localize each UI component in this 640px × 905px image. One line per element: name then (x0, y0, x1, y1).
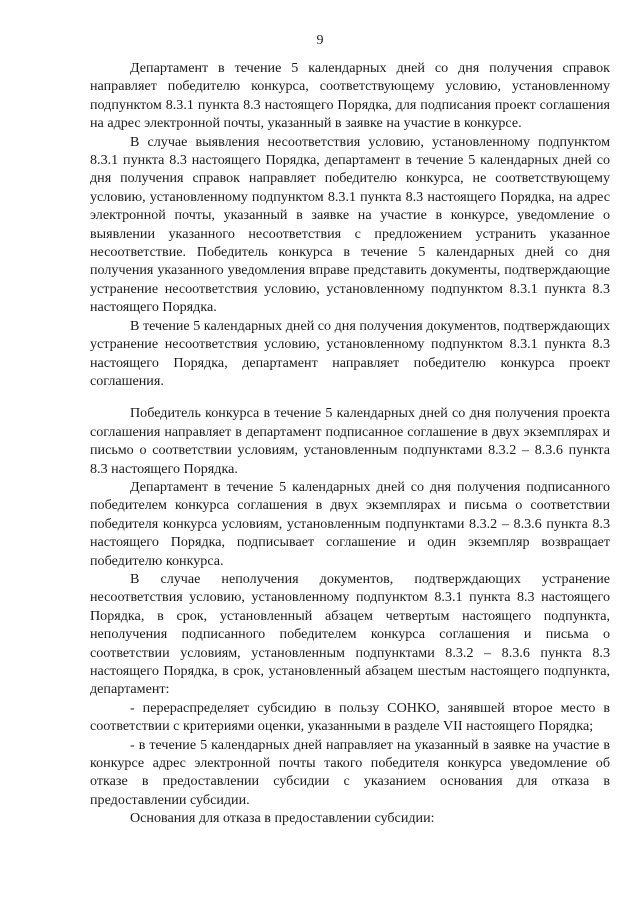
list-item: - в течение 5 календарных дней направляет на указанный в заявке на участие в конкурсе адрес электронной почты такого победителя конкурса уведомление об отказе в предоставлении субсидии с указанием основания для отказа в предоставлении субсидии. (90, 736, 610, 808)
page-number: 9 (316, 33, 324, 48)
list-item: - перераспределяет субсидию в пользу СОНКО, занявшей второе место в соответствии с критериями оценки, указанными в разделе VII настоящего Порядка; (90, 699, 610, 735)
paragraph: Департамент в течение 5 календарных дней со дня получения подписанного победителем конкурса соглашения в двух экземплярах и письма о соответствии победителя конкурса условиям, установленным подпунктами 8.3.2 – 8.3.6 пункта 8.3 настоящего Порядка, подписывает соглашение и один экземпляр возвращает победителю конкурса. (90, 478, 610, 569)
document-body (90, 59, 610, 828)
paragraph: Основания для отказа в предоставлении субсидии: (130, 810, 435, 827)
paragraph: В течение 5 календарных дней со дня получения документов, подтверждающих устранение несоответствия условию, установленному подпунктом 8.3.1 пункта 8.3 настоящего Порядка, департамент направляет победителю конкурса проект соглашения. (90, 317, 610, 389)
paragraph: Победитель конкурса в течение 5 календарных дней со дня получения проекта соглашения направляет в департамент подписанное соглашение в двух экземплярах и письмо о соответствии условиям, установленным подпунктами 8.3.2 – 8.3.6 пункта 8.3 настоящего Порядка. (90, 405, 610, 477)
paragraph: В случае выявления несоответствия условию, установленному подпунктом 8.3.1 пункта 8.3 настоящего Порядка, департамент в течение 5 календарных дней со дня получения справок направляет победителю конкурса, не соответствующему условию, установленному подпунктом 8.3.1 пункта 8.3 настоящего Порядка, на адрес электронной почты, указанный в заявке на участие в конкурсе, уведомление о выявлении указанного несоответствия с предложением устранить указанное несоответствие. Победитель конкурса в течение 5 календарных дней со дня получения указанного уведомления вправе представить документы, подтверждающие устранение несоответствия условию, установленному подпунктом 8.3.1 пункта 8.3 настоящего Порядка. (90, 133, 610, 316)
paragraph: В случае неполучения документов, подтверждающих устранение несоответствия условию, установленному подпунктом 8.3.1 пункта 8.3 настоящего Порядка, в срок, установленный абзацем четвертым настоящего подпункта, неполучения подписанного победителем конкурса соглашения и письма о соответствии условиям, установленным подпунктами 8.3.2 – 8.3.6 пункта 8.3 настоящего Порядка, в срок, установленный абзацем шестым настоящего подпункта, департамент: (90, 570, 610, 698)
paragraph: Департамент в течение 5 календарных дней со дня получения справок направляет победителю конкурса, соответствующему условию, установленному подпунктом 8.3.1 пункта 8.3 настоящего Порядка, для подписания проект соглашения на адрес электронной почты, указанный в заявке на участие в конкурсе. (90, 60, 610, 132)
